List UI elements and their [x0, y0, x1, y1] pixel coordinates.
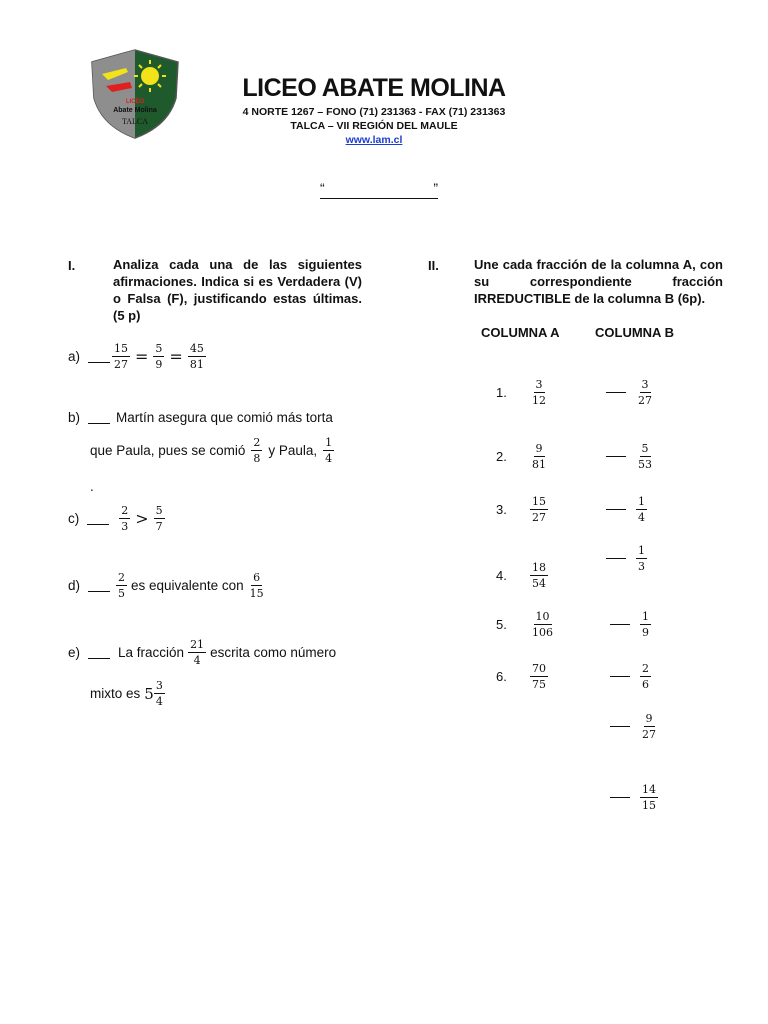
column-a-item	[496, 662, 550, 691]
answer-blank[interactable]	[88, 579, 110, 592]
match-blank[interactable]	[606, 558, 626, 559]
section-2-number: II.	[428, 258, 439, 273]
fraction: $\frac{1}{4}$	[638, 495, 645, 524]
item-e-line1	[68, 638, 336, 667]
open-quote: “	[320, 180, 325, 196]
item-e-text: La fracción	[118, 645, 185, 660]
answer-blank[interactable]	[88, 350, 110, 363]
fraction: $\frac{45}{81}$	[189, 342, 204, 371]
equals-sign: =	[135, 347, 149, 366]
column-b-item	[606, 442, 656, 471]
section-1-number: I.	[68, 258, 76, 273]
item-b-text: y Paula,	[268, 443, 318, 458]
column-a-item	[496, 561, 550, 590]
column-a-item	[496, 610, 557, 639]
item-a-label: a)	[68, 349, 81, 364]
match-blank[interactable]	[606, 392, 626, 393]
city-line: TALCA – VII REGIÓN DEL MAULE	[290, 120, 458, 132]
fraction: $\frac{10}{106}$	[532, 610, 553, 639]
column-a-item	[496, 378, 550, 407]
school-name: LICEO ABATE MOLINA	[242, 74, 506, 102]
svg-text:Abate Molina: Abate Molina	[113, 107, 157, 114]
website-link[interactable]: www.lam.cl	[345, 134, 403, 146]
item-b-line2	[90, 436, 336, 465]
item-e-text: mixto es	[90, 686, 141, 701]
fraction: $\frac{9}{27}$	[642, 712, 656, 741]
item-c-label: c)	[68, 511, 80, 526]
item-d-label: d)	[68, 578, 81, 593]
fraction: $\frac{2}{8}$	[253, 436, 261, 465]
equals-sign: =	[169, 347, 183, 366]
fraction: $\frac{3}{4}$	[155, 679, 163, 708]
item-c	[68, 504, 167, 533]
fraction: $\frac{2}{5}$	[118, 571, 126, 600]
item-e-label: e)	[68, 645, 81, 660]
item-e-line2	[90, 679, 167, 708]
document-title-blank	[320, 180, 438, 199]
fraction: $\frac{18}{54}$	[532, 561, 546, 590]
fraction: $\frac{15}{27}$	[114, 342, 129, 371]
mixed-whole: 5	[144, 684, 154, 703]
column-a-item	[496, 495, 550, 524]
match-blank[interactable]	[606, 456, 626, 457]
column-b-item	[606, 378, 656, 407]
item-e-text: escrita como número	[210, 645, 337, 660]
item-number: 3.	[496, 502, 507, 517]
fraction: $\frac{14}{15}$	[642, 783, 656, 812]
school-logo	[88, 48, 182, 140]
svg-text:LICEO: LICEO	[125, 99, 145, 105]
section-1-instructions: Analiza cada una de las siguientes afirmaciones. Indica si es Verdadera (V) o Falsa (F), justificando estas últimas. (5 p)	[113, 257, 362, 323]
match-blank[interactable]	[606, 509, 626, 510]
item-number: 6.	[496, 669, 507, 684]
fraction: $\frac{5}{7}$	[155, 504, 163, 533]
item-b-line1	[68, 410, 333, 425]
fraction: $\frac{9}{81}$	[532, 442, 546, 471]
svg-text:TALCA: TALCA	[121, 117, 149, 126]
greater-than-sign: >	[135, 509, 149, 528]
fraction: $\frac{2}{6}$	[642, 662, 649, 691]
match-blank[interactable]	[610, 797, 630, 798]
fraction: $\frac{3}{27}$	[638, 378, 652, 407]
item-d-text: es equivalente con	[131, 578, 244, 593]
match-blank[interactable]	[610, 726, 630, 727]
item-number: 5.	[496, 617, 507, 632]
section-2-instructions: Une cada fracción de la columna A, con su correspondiente fracción IRREDUCTIBLE de la columna B (6p).	[474, 257, 723, 306]
item-b-text: Martín asegura que comió más torta	[116, 410, 333, 425]
fraction: $\frac{2}{3}$	[121, 504, 129, 533]
item-a	[68, 342, 208, 371]
address-line: 4 NORTE 1267 – FONO (71) 231363 - FAX (71) 231363	[242, 106, 506, 118]
item-number: 1.	[496, 385, 507, 400]
item-b-text: que Paula, pues se comió	[90, 443, 246, 458]
match-blank[interactable]	[610, 676, 630, 677]
answer-blank[interactable]	[87, 512, 109, 525]
item-number: 4.	[496, 568, 507, 583]
column-b-item	[610, 712, 660, 741]
column-a-title: COLUMNA A	[481, 325, 560, 340]
item-number: 2.	[496, 449, 507, 464]
fraction: $\frac{15}{27}$	[532, 495, 546, 524]
fraction: $\frac{70}{75}$	[532, 662, 546, 691]
fraction: $\frac{6}{15}$	[249, 571, 264, 600]
fraction: $\frac{1}{3}$	[638, 544, 645, 573]
column-b-title: COLUMNA B	[595, 325, 674, 340]
column-b-item	[606, 544, 649, 573]
column-a-item	[496, 442, 550, 471]
fraction: $\frac{3}{12}$	[532, 378, 546, 407]
close-quote: ”	[433, 180, 438, 196]
fraction: $\frac{1}{9}$	[642, 610, 649, 639]
column-b-item	[610, 610, 653, 639]
answer-blank[interactable]	[88, 646, 110, 659]
fraction: $\frac{5}{53}$	[638, 442, 652, 471]
match-blank[interactable]	[610, 624, 630, 625]
fraction: $\frac{21}{4}$	[190, 638, 205, 667]
item-b-trail: .	[90, 479, 94, 494]
item-b-label: b)	[68, 410, 81, 425]
answer-blank[interactable]	[88, 411, 110, 424]
item-d	[68, 571, 268, 600]
column-b-item	[610, 783, 660, 812]
fraction: $\frac{1}{4}$	[325, 436, 333, 465]
column-b-item	[610, 662, 653, 691]
fraction: $\frac{5}{9}$	[155, 342, 163, 371]
column-b-item	[606, 495, 649, 524]
